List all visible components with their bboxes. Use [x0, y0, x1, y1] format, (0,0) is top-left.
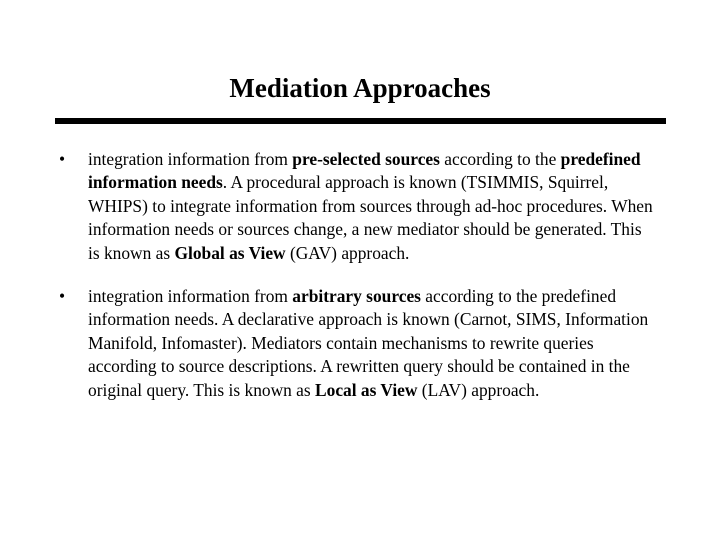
text-segment: integration information from: [88, 149, 293, 169]
bullet-icon: •: [59, 149, 66, 169]
title-divider: [55, 118, 666, 124]
bold-term-global-as-view: Global as View: [174, 242, 286, 263]
bullet-text-lav: [88, 286, 648, 400]
text-segment: (GAV) approach.: [285, 242, 410, 263]
bullet-item-lav: [57, 285, 657, 402]
text-segment: (LAV) approach.: [417, 379, 540, 400]
bullet-icon: •: [59, 286, 66, 307]
bold-term-pre-selected-sources: pre-selected sources: [292, 149, 440, 169]
text-segment: . A procedural approach is known (TSIMMIS, Squirrel, WHIPS) to integrate information from sources through ad-hoc procedures. When information needs or sources change, a new mediator should be generated. This is known as: [88, 172, 653, 263]
text-segment: integration information from: [88, 286, 293, 307]
text-segment: according to the: [439, 149, 561, 169]
bold-term-local-as-view: Local as View: [315, 379, 418, 400]
slide-title: Mediation Approaches: [229, 73, 491, 103]
text-segment: according to the predefined information needs. A declarative approach is known (Carnot, SIMS, Information Manifold, Infomaster). Mediators contain mechanisms to rewrite queries according to source descriptions. A rewritten query should be contained in the original query. This is known as: [88, 286, 649, 400]
bullet-list: [57, 148, 657, 422]
bold-term-arbitrary-sources: arbitrary sources: [292, 286, 421, 307]
bold-term-predefined-information-needs: predefined information needs: [88, 149, 641, 193]
bullet-item-gav: [57, 148, 657, 265]
bullet-text-gav: [88, 149, 653, 263]
